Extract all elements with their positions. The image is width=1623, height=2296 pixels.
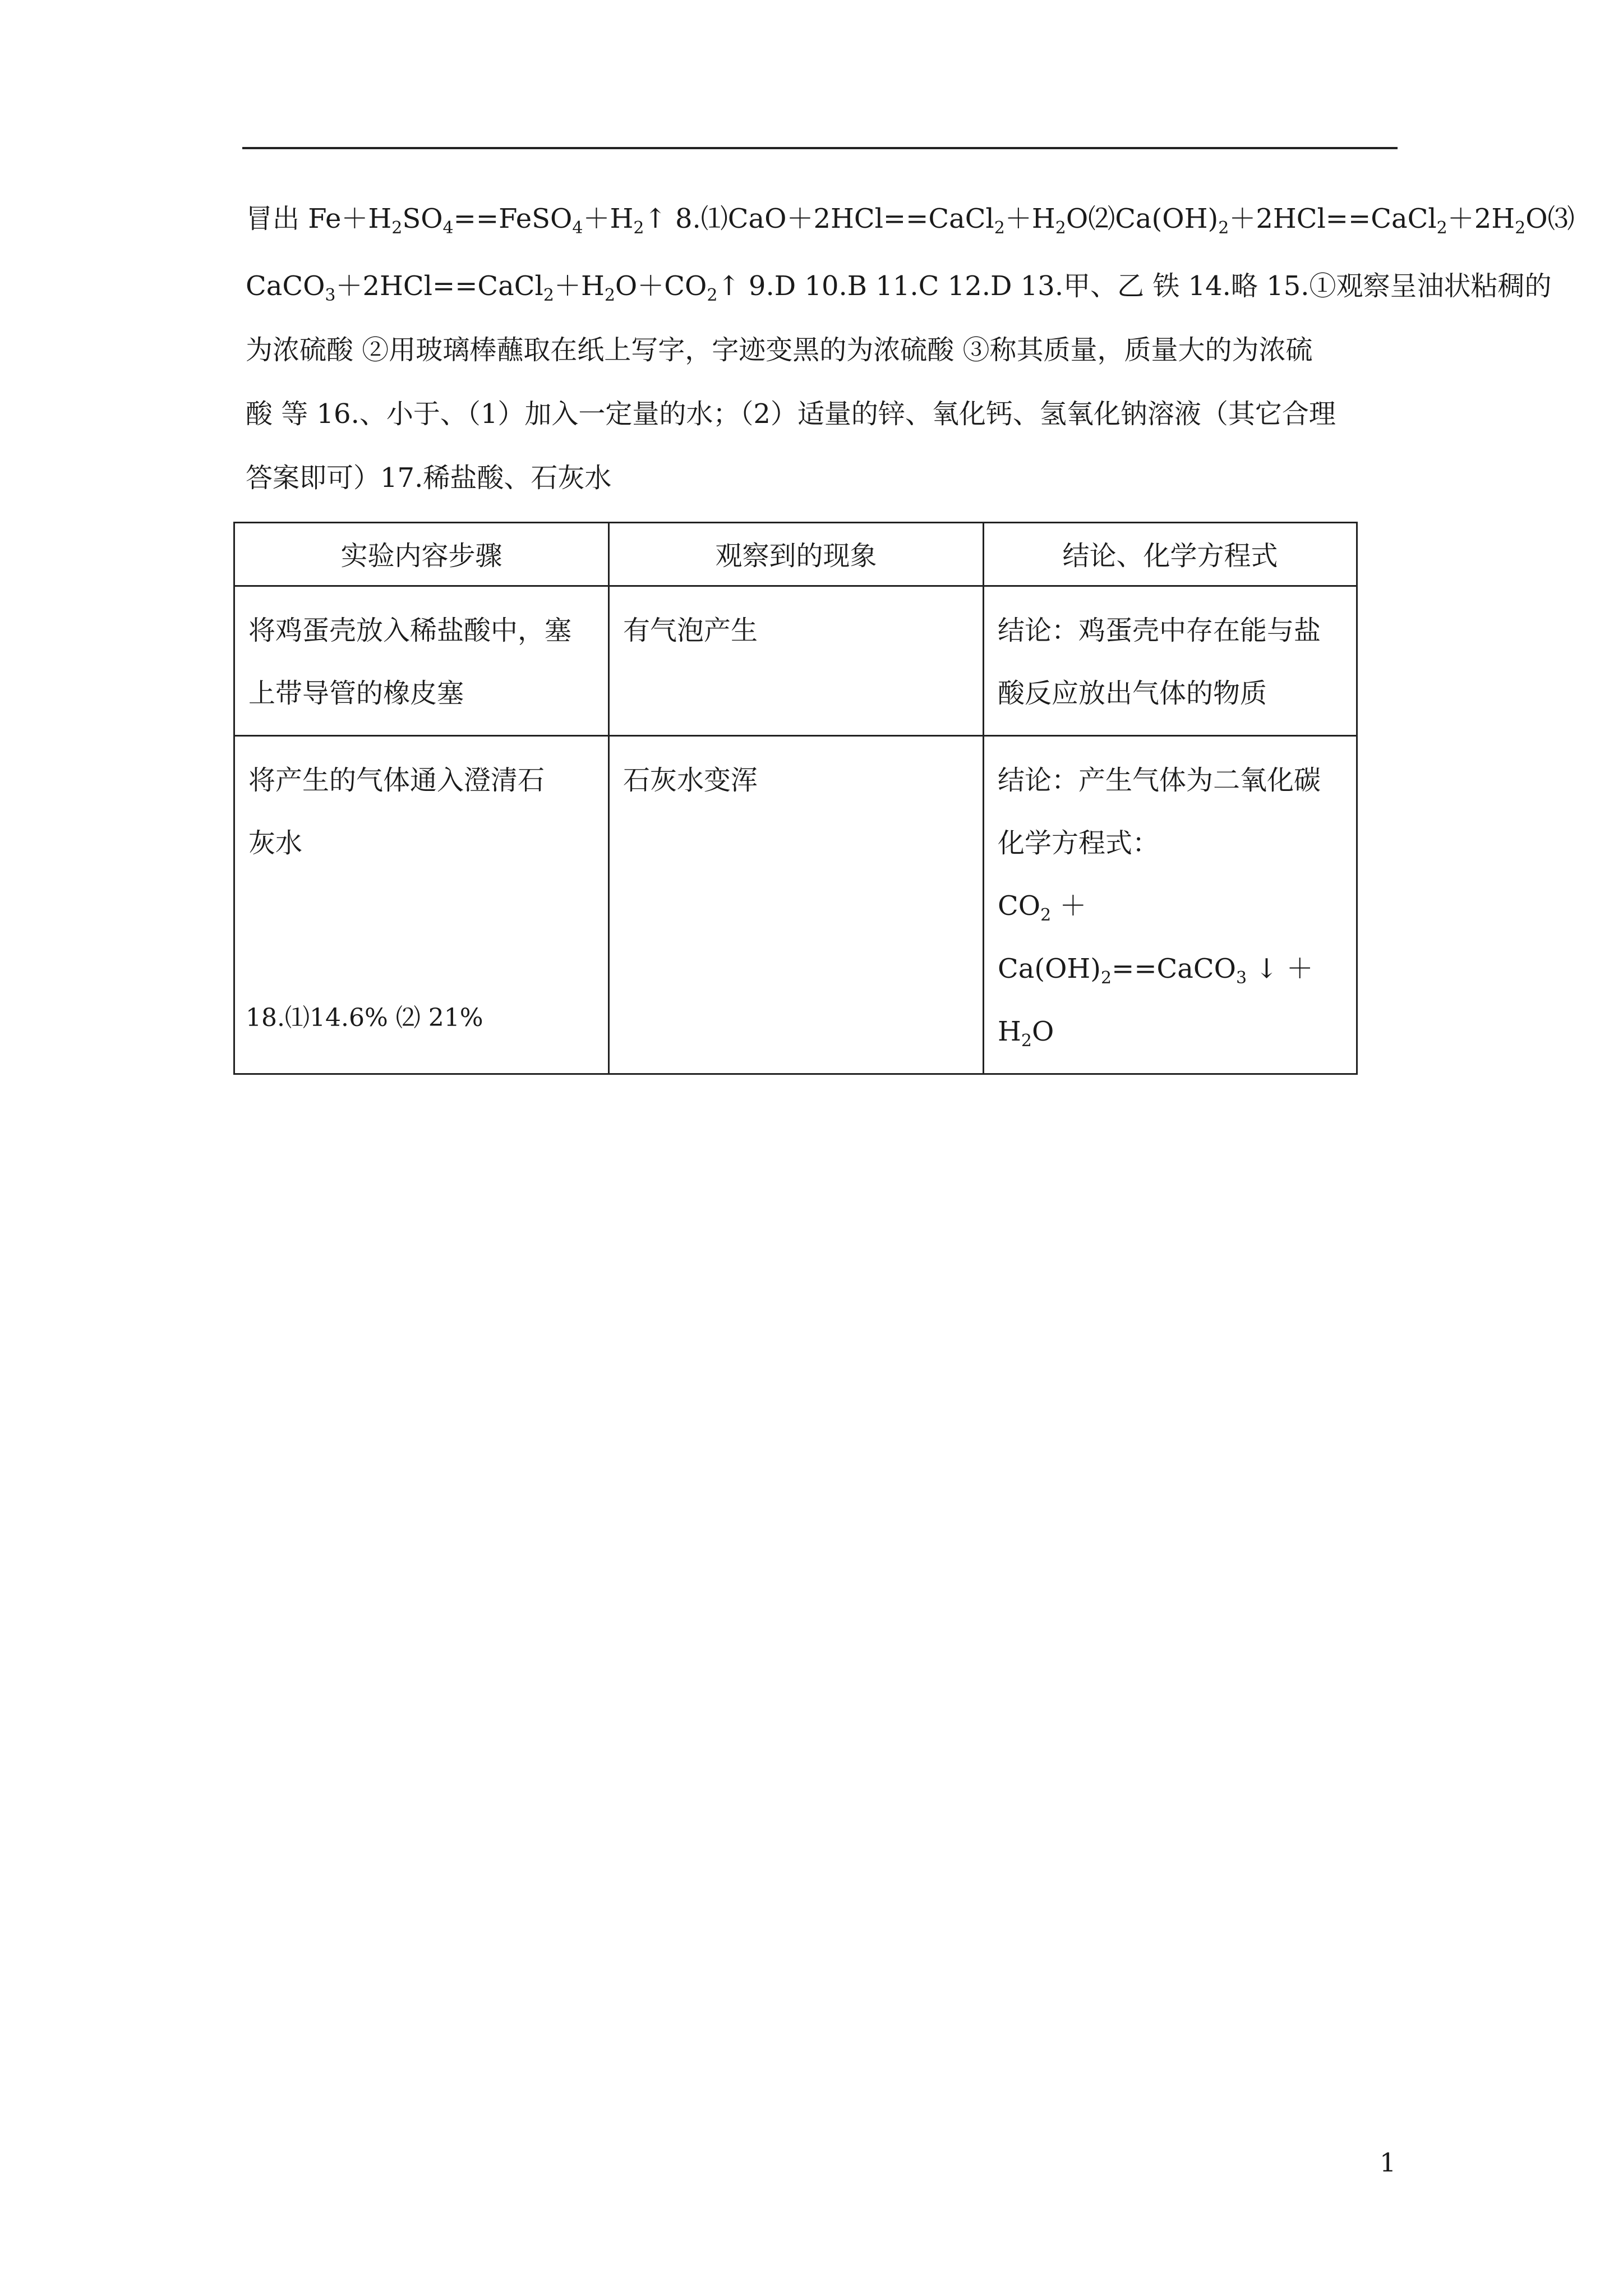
table-header-conclusion: 结论、化学方程式 (984, 523, 1357, 586)
conclusion-text-line: 结论：鸡蛋壳中存在能与盐 (998, 615, 1321, 646)
step-text-line: 灰水 (248, 827, 303, 859)
conclusion-text-line: 酸反应放出气体的物质 (998, 678, 1267, 709)
paragraph-line-5: 答案即可）17.稀盐酸、石灰水 (246, 462, 612, 494)
observation-text: 石灰水变浑 (623, 765, 758, 796)
answer-paragraph (246, 203, 1575, 531)
table-cell-conclusion (984, 736, 1357, 1074)
chemical-equation: $CO_2$ ＋ $Ca(OH)_2==CaCO_3$ ↓ ＋ (998, 890, 1313, 988)
table-header-row (234, 523, 1357, 586)
table-row (234, 586, 1357, 736)
table-cell-conclusion (984, 586, 1357, 736)
conclusion-text-line: 结论：产生气体为二氧化碳 (998, 765, 1321, 796)
paragraph-line-3: 为浓硫酸 ②用玻璃棒蘸取在纸上写字，字迹变黑的为浓硫酸 ③称其质量，质量大的为浓硫 (246, 334, 1313, 366)
answer-18: 18.⑴14.6% ⑵ 21% (246, 1004, 483, 1032)
table-cell-observation (609, 736, 984, 1074)
table-cell-observation (609, 586, 984, 736)
paragraph-line-4: 酸 等 16.、小于、（1）加入一定量的水；（2）适量的锌、氧化钙、氢氧化钠溶液（其它合理 (246, 398, 1336, 430)
observation-text: 有气泡产生 (623, 615, 758, 646)
paragraph-line-1: 冒出 $Fe+H_2SO_4==FeSO_4+H_2↑$ $8.⑴CaO+2HCl==CaCl_2+H_2O⑵Ca(OH)_2+2HCl==CaCl_2+2H_2O⑶$ (246, 203, 1575, 238)
step-text-line: 将鸡蛋壳放入稀盐酸中，塞 (248, 615, 572, 646)
conclusion-text-line: 化学方程式： (998, 827, 1160, 859)
step-text-line: 将产生的气体通入澄清石 (248, 765, 545, 796)
table-cell-step (234, 586, 609, 736)
page-number: 1 (1380, 2147, 1396, 2178)
step-text-line: 上带导管的橡皮塞 (248, 678, 464, 709)
header-rule (242, 147, 1398, 149)
experiment-table (233, 522, 1358, 1075)
paragraph-line-2: $CaCO_3+2HCl==CaCl_2+H_2O+CO_2↑$ 9.D 10.B 11.C 12.D 13.甲、乙 铁 14.略 15.①观察呈油状粘稠的 (246, 270, 1552, 305)
table-header-observation: 观察到的现象 (609, 523, 984, 586)
table-header-step: 实验内容步骤 (234, 523, 609, 586)
chemical-equation-continued: $H_2O$ (998, 1016, 1054, 1051)
